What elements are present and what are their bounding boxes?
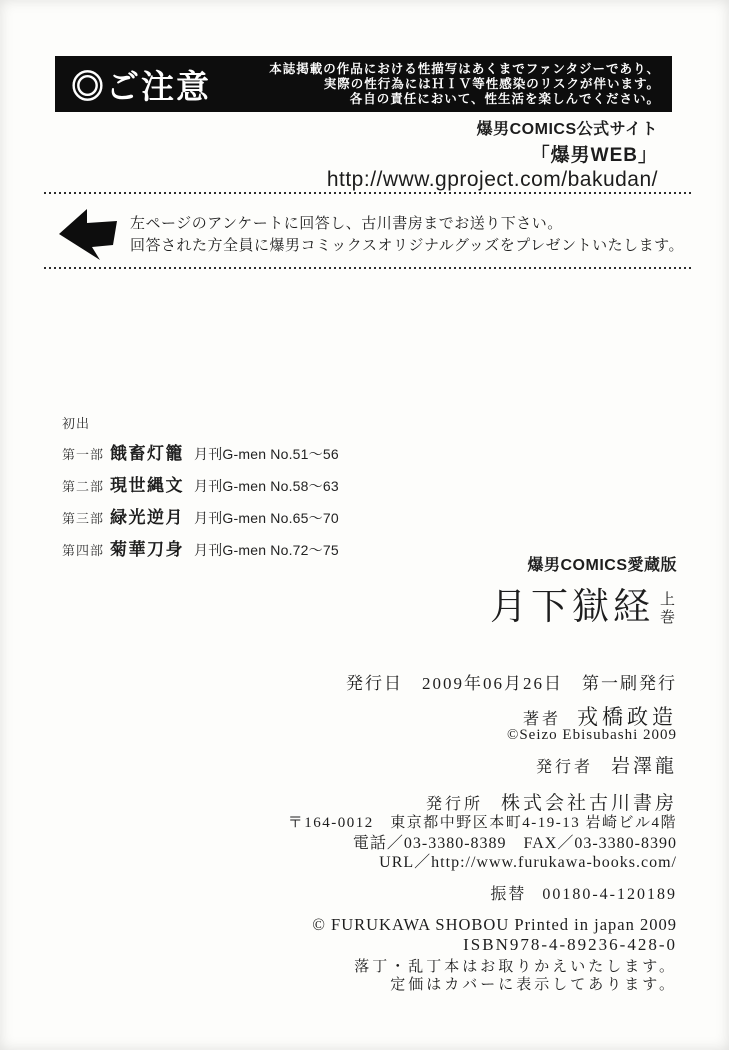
part-title: 緑光逆月 xyxy=(110,508,184,527)
part-source: 月刊G-men No.51〜56 xyxy=(194,446,339,462)
series-label: 爆男COMICS愛蔵版 xyxy=(527,557,677,574)
site-name: 「爆男WEB」 xyxy=(530,145,658,166)
part-title: 餓畜灯籠 xyxy=(110,444,184,463)
notice-line-3: 各自の責任において、性生活を楽しんでください。 xyxy=(349,91,660,106)
publication-row xyxy=(62,503,339,528)
publisher-label: 発行者 xyxy=(535,759,593,776)
publisher-url: URL／http://www.furukawa-books.com/ xyxy=(379,854,677,871)
notice-heading: ◎ご注意 xyxy=(71,67,211,105)
author-copyright: ©Seizo Ebisubashi 2009 xyxy=(506,727,677,743)
publisher-address: 〒164-0012 東京都中野区本町4-19-13 岩崎ビル4階 xyxy=(287,815,677,831)
publication-row xyxy=(62,439,339,464)
survey-note xyxy=(130,213,684,257)
part-source: 月刊G-men No.72〜75 xyxy=(194,542,339,558)
publishing-house-name: 株式会社古川書房 xyxy=(500,793,677,814)
dashed-divider-bottom xyxy=(44,267,694,269)
part-title: 菊華刀身 xyxy=(110,540,184,559)
publishing-house-label: 発行所 xyxy=(425,796,483,813)
publication-row xyxy=(62,535,339,560)
replacement-note: 落丁・乱丁本はお取りかえいたします。 xyxy=(354,959,677,975)
survey-line-1: 左ページのアンケートに回答し、古川書房までお送り下さい。 xyxy=(130,215,563,232)
issue-date-line: 発行日 2009年06月26日 第一刷発行 xyxy=(346,674,677,693)
publisher-name: 岩澤龍 xyxy=(610,756,677,777)
left-arrow-icon xyxy=(58,206,118,262)
part-source: 月刊G-men No.65〜70 xyxy=(194,510,339,526)
part-source: 月刊G-men No.58〜63 xyxy=(194,478,339,494)
publisher-row xyxy=(536,751,677,778)
notice-text xyxy=(269,62,660,107)
notice-line-1: 本誌掲載の作品における性描写はあくまでファンタジーであり、 xyxy=(269,61,660,76)
part-number: 第二部 xyxy=(62,479,105,494)
price-note: 定価はカバーに表示してあります。 xyxy=(390,977,677,993)
publication-row xyxy=(62,471,339,496)
notice-line-2: 実際の性行為にはＨＩＶ等性感染のリスクが伴います。 xyxy=(323,76,660,91)
site-label: 爆男COMICS公式サイト xyxy=(476,121,658,138)
book-title-row xyxy=(490,588,677,629)
part-number: 第一部 xyxy=(62,447,105,462)
first-publication-heading: 初出 xyxy=(62,416,91,431)
publisher-phone-fax: 電話／03-3380-8389 FAX／03-3380-8390 xyxy=(352,835,677,852)
first-publication-section xyxy=(62,413,339,560)
print-copyright: © FURUKAWA SHOBOU Printed in japan 2009 xyxy=(312,915,677,934)
volume-label: 上巻 xyxy=(658,591,674,627)
part-number: 第三部 xyxy=(62,511,105,526)
author-name: 戎橋政造 xyxy=(577,705,677,729)
official-site-block xyxy=(327,116,658,192)
survey-line-2: 回答された方全員に爆男コミックスオリジナルグッズをプレゼントいたします。 xyxy=(130,237,684,254)
dashed-divider-top xyxy=(44,192,694,194)
site-url: http://www.gproject.com/bakudan/ xyxy=(326,168,658,191)
postal-transfer-label: 振替 xyxy=(490,886,527,903)
isbn: ISBN978-4-89236-428-0 xyxy=(463,935,677,954)
book-title: 月下獄経 xyxy=(490,587,654,628)
postal-transfer-row xyxy=(490,881,677,904)
part-title: 現世縄文 xyxy=(110,476,184,495)
part-number: 第四部 xyxy=(62,543,105,558)
postal-transfer-number: 00180-4-120189 xyxy=(542,886,677,903)
notice-banner xyxy=(55,56,672,112)
author-label: 著者 xyxy=(522,711,561,728)
